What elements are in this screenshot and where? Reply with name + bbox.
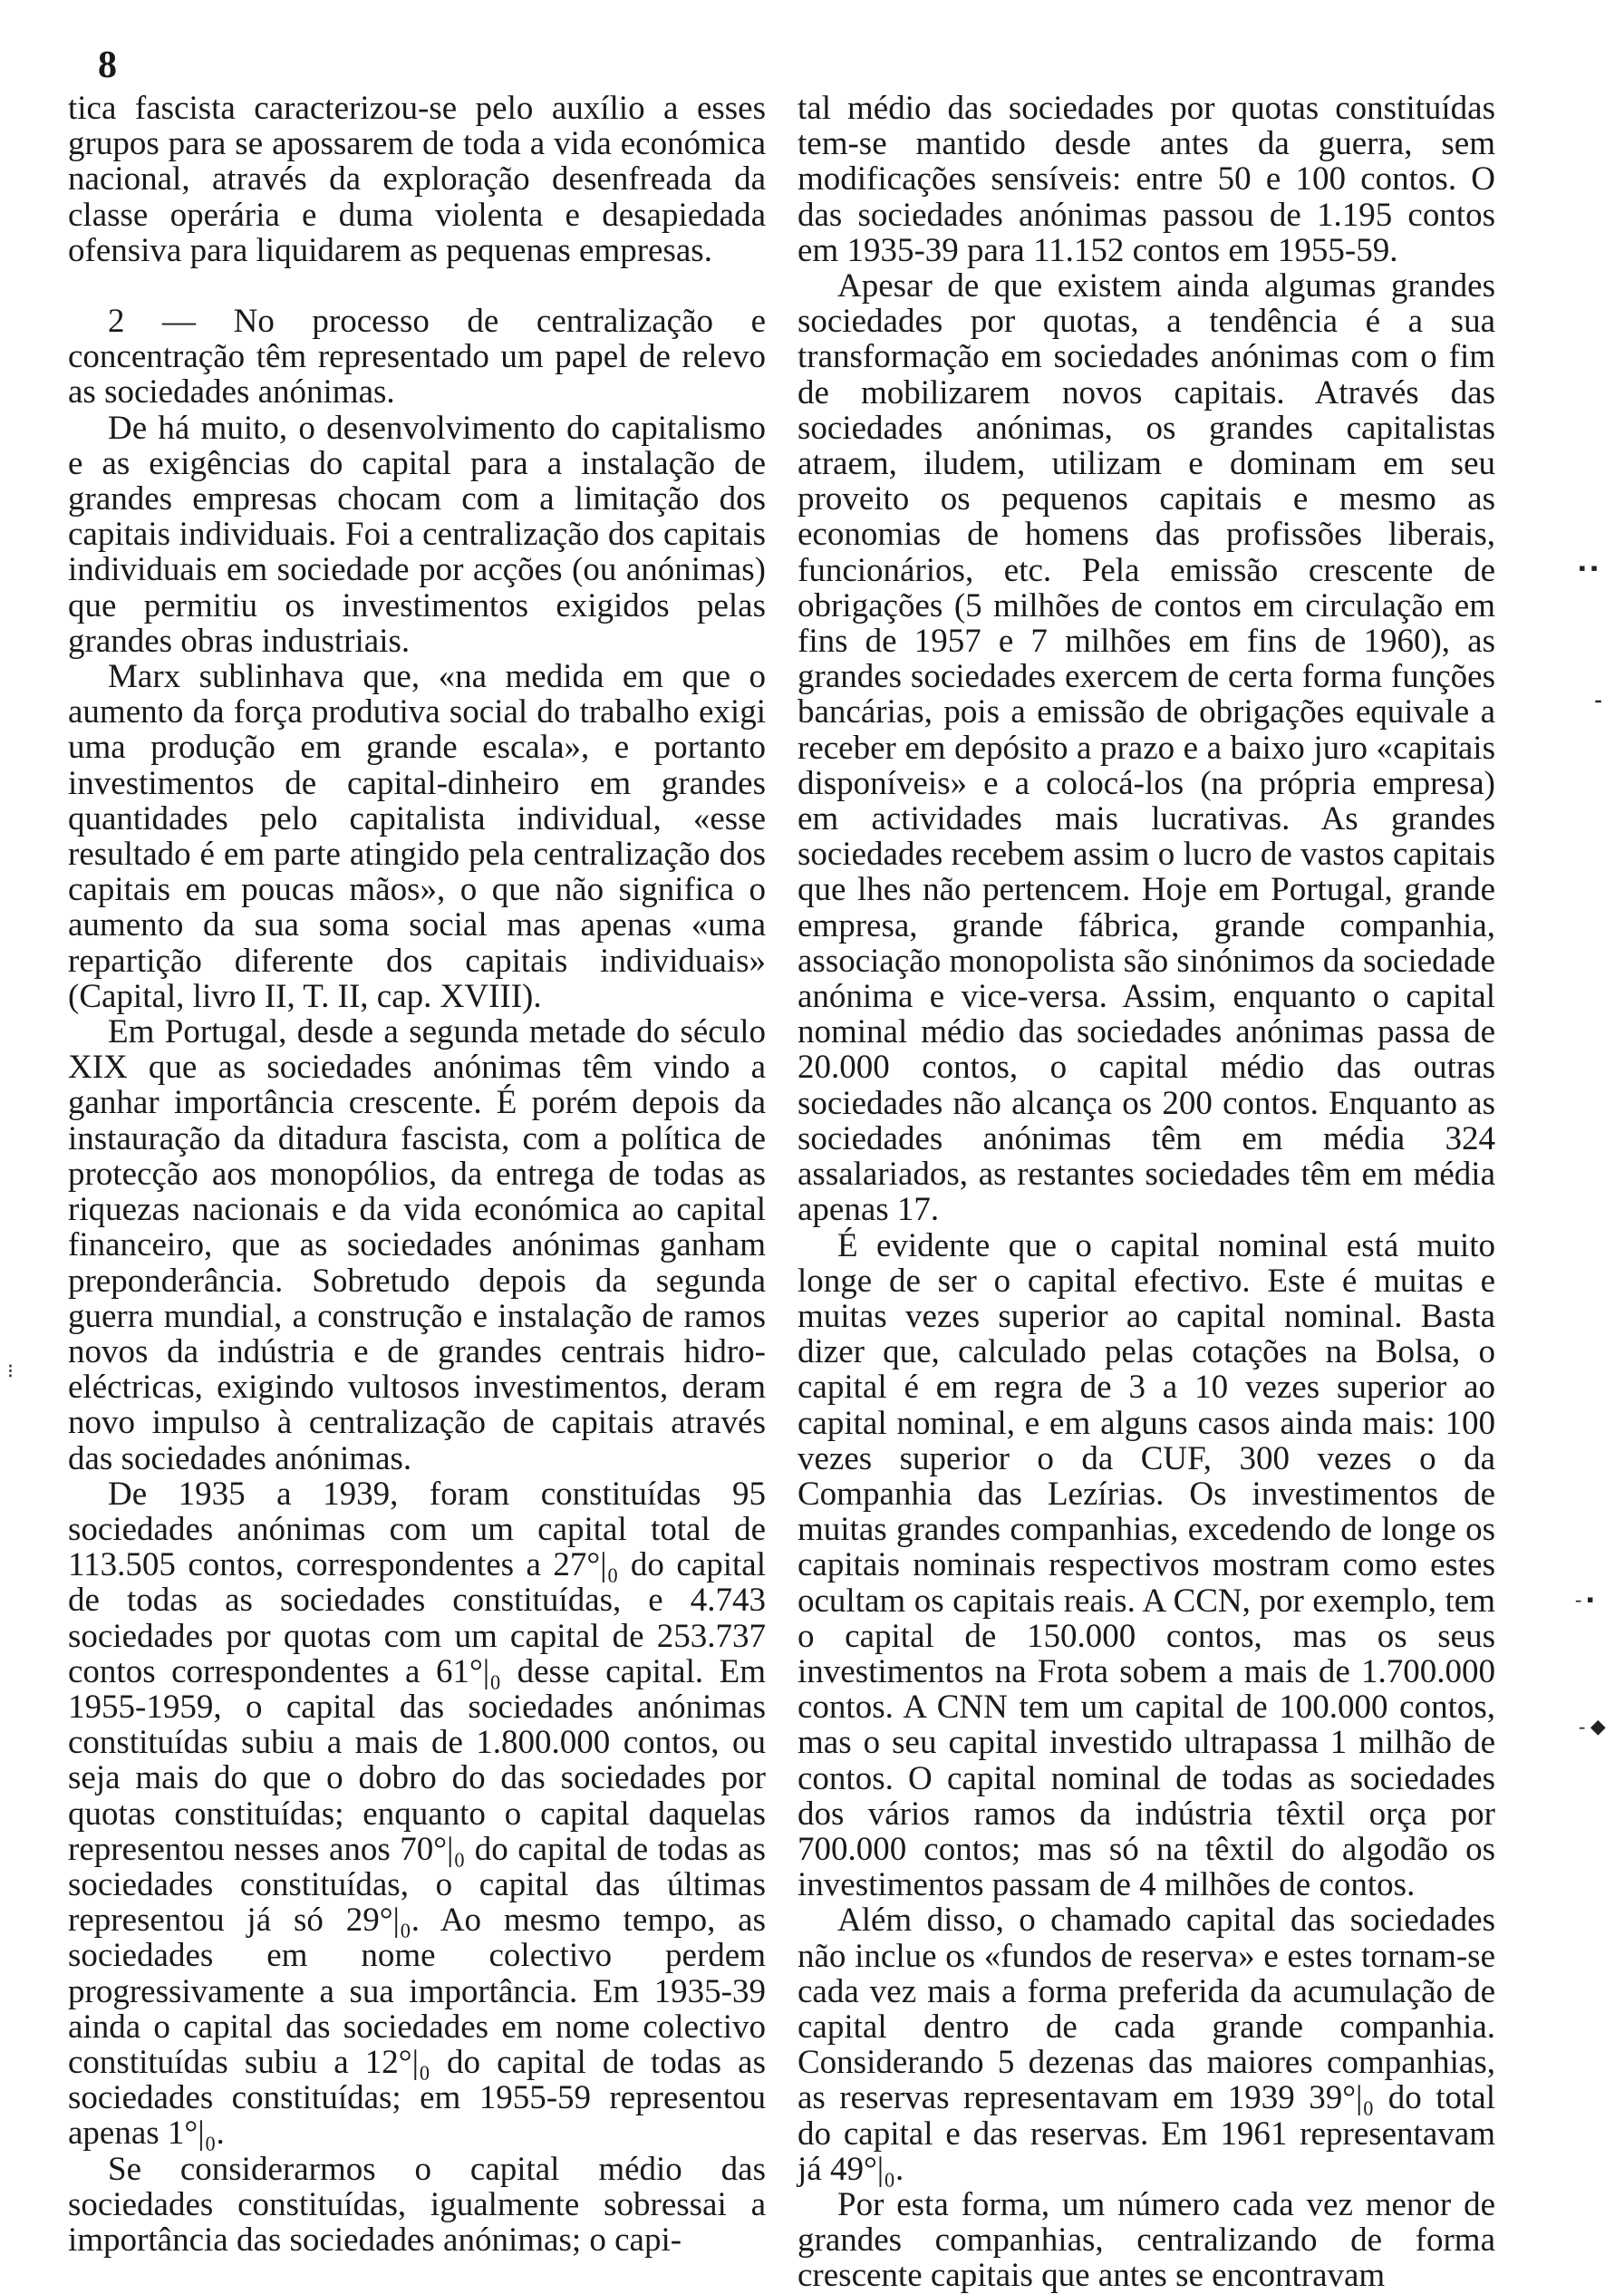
margin-speck: - ◆ — [1579, 1715, 1606, 1737]
right-column — [798, 91, 1495, 2294]
margin-speck: ⁃ — [1593, 691, 1603, 713]
page-number: 8 — [98, 44, 117, 86]
paragraph: Por esta forma, um número cada vez menor de grandes companhias, centralizando de forma crescente capitais que antes se encontravam — [798, 2185, 1495, 2294]
paragraph: tal médio das sociedades por quotas constituídas tem-se mantido desde antes da guerra, sem modificações sensíveis: entre 50 e 100 contos. O das sociedades anónimas passou de 1.195 contos em 1935-39 para 11.152 contos em 1955-59. — [798, 90, 1495, 269]
paragraph: Além disso, o chamado capital das sociedades não inclue os «fundos de reserva» e estes tornam-se cada vez mais a forma preferida da acumulação de capital dentro de cada grande companhia. Considerando 5 dezenas das maiores companhias, as reservas representavam em 1939 39°|₀ do total do capital e das reservas. Em 1961 representavam já 49°|₀. — [798, 1902, 1495, 2188]
paragraph: Marx sublinhava que, «na medida em que o aumento da força produtiva social do trabalho exigi uma produção em grande escala», e portanto investimentos de capital-dinheiro em grandes quantidades pelo capitalista individual, «esse resultado é em parte atingido pela centralização dos capitais em poucas mãos», o que não significa o aumento da sua soma social mas apenas «uma repartição diferente dos capitais individuais» (Capital, livro II, T. II, cap. XVIII). — [68, 658, 766, 1015]
paragraph: De 1935 a 1939, foram constituídas 95 sociedades anónimas com um capital total de 113.505 contos, correspondentes a 27°|₀ do capital de todas as sociedades constituídas, e 4.743 sociedades por quotas com um capital de 253.737 contos correspondentes a 61°|₀ desse capital. Em 1955-1959, o capital das sociedades anónimas constituídas subiu a mais de 1.800.000 contos, ou seja mais do que o dobro do das sociedades por quotas constituídas; enquanto o capital daquelas representou nesses anos 70°|₀ do capital de todas as sociedades constituídas, o capital das últimas representou já só 29°|₀. Ao mesmo tempo, as sociedades em nome colectivo perdem progressivamente a sua importância. Em 1935-39 ainda o capital das sociedades em nome colectivo constituídas subiu a 12°|₀ do capital de todas as sociedades constituídas; em 1955-59 representou apenas 1°|₀. — [68, 1475, 766, 2153]
paragraph: De há muito, o desenvolvimento do capitalismo e as exigências do capital para a instalação de grandes empresas chocam com a limitação dos capitais individuais. Foi a centralização dos capitais individuais em sociedade por acções (ou anónimas) que permitiu os investimentos exigidos pelas grandes obras industriais. — [68, 409, 766, 660]
paragraph: Em Portugal, desde a segunda metade do século XIX que as sociedades anónimas têm vindo a ganhar importância crescente. É porém depois da instauração da ditadura fascista, com a política de protecção aos monopólios, da entrega de todas as riquezas nacionais e da vida económica ao capital financeiro, que as sociedades anónimas ganham preponderância. Sobretudo depois da segunda guerra mundial, a construção e instalação de ramos novos da indústria e de grandes centrais hidro-eléctricas, exigindo vultosos investimentos, deram novo impulso à centralização de capitais através das sociedades anónimas. — [68, 1013, 766, 1477]
margin-speck: ⁝ — [7, 1360, 14, 1382]
paragraph: tica fascista caracterizou-se pelo auxílio a esses grupos para se apossarem de toda a vida económica nacional, através da exploração desenfreada da classe operária e duma violenta e desapiedada ofensiva para liquidarem as pequenas empresas. — [68, 90, 766, 269]
paragraph: Apesar de que existem ainda algumas grandes sociedades por quotas, a tendência é a sua transformação em sociedades anónimas com o fim de mobilizarem novos capitais. Através das sociedades anónimas, os grandes capitalistas atraem, iludem, utilizam e dominam em seu proveito os pequenos capitais e mesmo as economias de homens das profissões liberais, funcionários, etc. Pela emissão crescente de obrigações (5 milhões de contos em circulação em fins de 1957 e 7 milhões em fins de 1960), as grandes sociedades exercem de certa forma funções bancárias, pois a emissão de obrigações equivale a receber em depósito a prazo e a baixo juro «capitais disponíveis» e a colocá-los (na própria empresa) em actividades mais lucrativas. As grandes sociedades recebem assim o lucro de vastos capitais que lhes não pertencem. Hoje em Portugal, grande empresa, grande fábrica, grande companhia, associação monopolista são sinónimos da sociedade anónima e vice-versa. Assim, enquanto o capital nominal médio das sociedades anónimas passa de 20.000 contos, o capital médio das outras sociedades não alcança os 200 contos. Enquanto as sociedades anónimas têm em média 324 assalariados, as restantes sociedades têm em média apenas 17. — [798, 267, 1495, 1229]
paragraph: 2 — No processo de centralização e concentração têm representado um papel de relevo as sociedades anónimas. — [68, 303, 766, 411]
paragraph: É evidente que o capital nominal está muito longe de ser o capital efectivo. Este é muitas e muitas vezes superior ao capital nominal. Basta dizer que, calculado pelas cotações na Bolsa, o capital é em regra de 3 a 10 vezes superior ao capital nominal, e em alguns casos ainda mais: 100 vezes superior o da CUF, 300 vezes o da Companhia das Lezírias. Os investimentos de muitas grandes companhias, excedendo de longe os capitais nominais respectivos mostram como estes ocultam os capitais reais. A CCN, por exemplo, tem o capital de 150.000 contos, mas os seus investimentos na Frota sobem a mais de 1.700.000 contos. A CNN tem um capital de 100.000 contos, mas o seu capital investido ultrapassa 1 milhão de contos. O capital nominal de todas as sociedades dos vários ramos da indústria têxtil orça por 700.000 contos; mas só na têxtil do algodão os investimentos passam de 4 milhões de contos. — [798, 1226, 1495, 1904]
left-column — [68, 91, 766, 2258]
paragraph: Se considerarmos o capital médio das sociedades constituídas, igualmente sobressai a importância das sociedades anónimas; o capi- — [68, 2150, 766, 2259]
margin-speck: - ▪ — [1575, 1588, 1594, 1611]
margin-speck: ▪ ▪ — [1579, 557, 1599, 579]
